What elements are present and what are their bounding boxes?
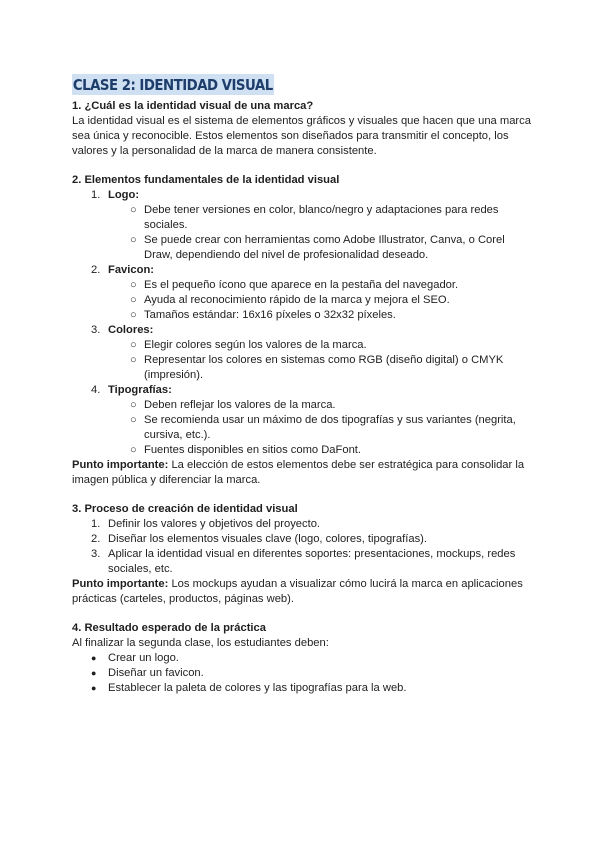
element-item-colores: 3. Colores:	[91, 324, 154, 336]
list-item: ○ Tamaños estándar: 16x16 píxeles o 32x32 píxeles.	[130, 309, 396, 321]
list-item: 3. Aplicar la identidad visual en diferentes soportes: presentaciones, mockups, redes sociales, etc.	[91, 548, 516, 575]
section-1-body: La identidad visual es el sistema de elementos gráficos y visuales que hacen que una marca sea única y reconocible. Estos elementos son diseñados para transmitir el concepto, los valores y la personalidad de la marca de manera consistente.	[72, 115, 531, 157]
section-2-heading: 2. Elementos fundamentales de la identidad visual	[72, 174, 340, 186]
list-item: ● Establecer la paleta de colores y las tipografías para la web.	[91, 682, 407, 694]
section-3-heading: 3. Proceso de creación de identidad visual	[72, 503, 298, 515]
list-item: ● Diseñar un favicon.	[91, 667, 204, 679]
list-item: ● Crear un logo.	[91, 652, 179, 664]
list-item: ○ Debe tener versiones en color, blanco/negro y adaptaciones para redes sociales.	[130, 204, 499, 231]
list-item: ○ Ayuda al reconocimiento rápido de la marca y mejora el SEO.	[130, 294, 450, 306]
section-3-note: Punto importante: Los mockups ayudan a visualizar cómo lucirá la marca en aplicaciones prácticas (carteles, productos, páginas web).	[72, 578, 523, 605]
list-item: ○ Se recomienda usar un máximo de dos tipografías y sus variantes (negrita, cursiva, etc.).	[130, 414, 516, 441]
element-item-favicon: 2. Favicon:	[91, 264, 155, 276]
list-item: ○ Es el pequeño ícono que aparece en la pestaña del navegador.	[130, 279, 459, 291]
list-item: ○ Se puede crear con herramientas como Adobe Illustrator, Canva, o Corel Draw, dependiendo del nivel de profesionalidad deseado.	[130, 234, 505, 261]
list-item: ○ Elegir colores según los valores de la marca.	[130, 339, 367, 351]
document-body	[72, 74, 532, 696]
section-1-heading: 1. ¿Cuál es la identidad visual de una marca?	[72, 100, 314, 112]
list-item: 1. Definir los valores y objetivos del proyecto.	[91, 518, 321, 530]
element-item-logo: 1. Logo:	[91, 189, 140, 201]
page-title: CLASE 2: IDENTIDAD VISUAL	[72, 76, 273, 94]
list-item: 2. Diseñar los elementos visuales clave (logo, colores, tipografías).	[91, 533, 427, 545]
list-item: ○ Fuentes disponibles en sitios como DaFont.	[130, 444, 362, 456]
section-4-intro: Al finalizar la segunda clase, los estudiantes deben:	[72, 637, 329, 649]
list-item: ○ Representar los colores en sistemas como RGB (diseño digital) o CMYK (impresión).	[130, 354, 504, 381]
element-item-tipografias: 4. Tipografías:	[91, 384, 172, 396]
section-2-note: Punto importante: La elección de estos elementos debe ser estratégica para consolidar la imagen pública y diferenciar la marca.	[72, 459, 525, 486]
list-item: ○ Deben reflejar los valores de la marca.	[130, 399, 336, 411]
section-4-heading: 4. Resultado esperado de la práctica	[72, 622, 266, 634]
